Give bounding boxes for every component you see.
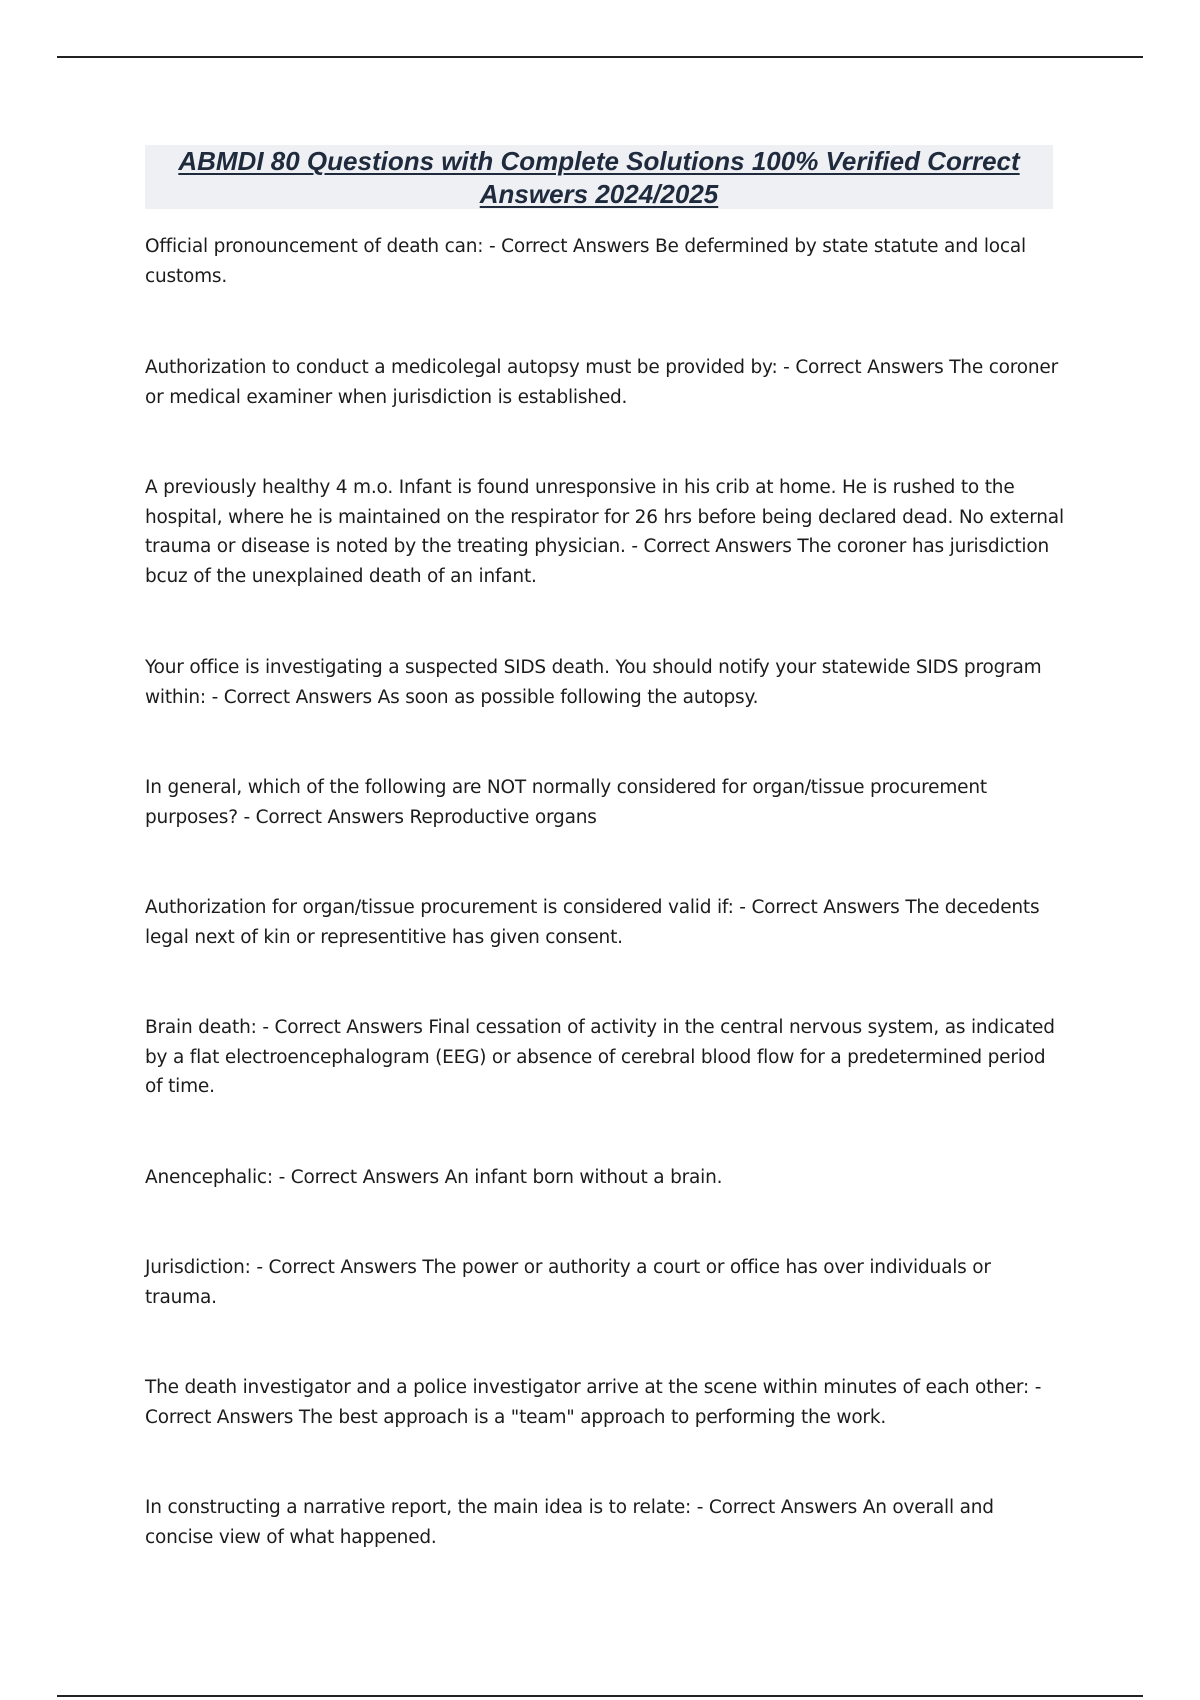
- document-title: [145, 145, 1053, 211]
- bottom-rule: [57, 1695, 1143, 1697]
- qa-item: [145, 353, 1065, 412]
- question-text: Authorization to conduct a medicolegal autopsy must be provided by:: [145, 357, 778, 378]
- qa-item: [145, 1493, 1065, 1552]
- qa-item: [145, 1253, 1065, 1312]
- question-text: Official pronouncement of death can:: [145, 236, 484, 257]
- answer-separator: - Correct Answers: [483, 236, 655, 257]
- answer-separator: - Correct Answers: [237, 806, 410, 828]
- question-text: The death investigator and a police investigator arrive at the scene within minutes of each other:: [145, 1377, 1030, 1398]
- answer-text: An infant born without a brain.: [444, 1167, 723, 1188]
- answer-text: An overall and concise view of what happened.: [145, 1497, 994, 1548]
- qa-item: [145, 653, 1065, 712]
- answer-text: The decedents legal next of kin or representitive has given consent.: [145, 897, 1040, 948]
- answer-separator: - Correct Answers: [777, 357, 950, 378]
- qa-item: [145, 232, 1065, 291]
- qa-item: [145, 1373, 1065, 1432]
- answer-text: As soon as possible following the autopsy.: [377, 686, 759, 708]
- qa-item: [145, 773, 1065, 832]
- title-banner: [145, 145, 1053, 209]
- question-text: Authorization for organ/tissue procurement is considered valid if:: [145, 897, 734, 918]
- question-text: A previously healthy 4 m.o. Infant is found unresponsive in his crib at home. He is rushed to the hospital, where he is maintained on the respirator for 26 hrs before being declared dead. No external trauma or disease is noted by the treating physician.: [145, 477, 1064, 557]
- question-text: In constructing a narrative report, the main idea is to relate:: [145, 1497, 692, 1518]
- answer-text: The coroner has jurisdiction bcuz of the unexplained death of an infant.: [145, 536, 1049, 587]
- answer-text: The best approach is a "team" approach to performing the work.: [298, 1406, 887, 1428]
- qa-item: [145, 893, 1065, 952]
- question-text: Your office is investigating a suspected SIDS death. You should notify your statewide SIDS program within:: [145, 657, 1042, 708]
- qa-item: [145, 1163, 722, 1193]
- question-text: Brain death:: [145, 1017, 257, 1038]
- answer-separator: - Correct Answers: [272, 1167, 445, 1188]
- answer-separator: - Correct Answers: [256, 1017, 429, 1038]
- answer-text: The coroner or medical examiner when jurisdiction is established.: [145, 357, 1059, 408]
- answer-text: Final cessation of activity in the central nervous system, as indicated by a flat electroencephalogram (EEG) or absence of cerebral blood flow for a predetermined period of time.: [145, 1017, 1055, 1097]
- title-line-1: ABMDI 80 Questions with Complete Solutions 100% Verified Correct: [178, 146, 1020, 176]
- question-text: Jurisdiction:: [145, 1257, 251, 1278]
- answer-separator: - Correct Answers: [733, 897, 906, 918]
- question-text: In general, which of the following are NOT normally considered for organ/tissue procurement purposes?: [145, 777, 987, 828]
- answer-text: Reproductive organs: [409, 806, 597, 828]
- top-rule: [57, 56, 1143, 58]
- answer-separator: - Correct Answers: [250, 1257, 423, 1278]
- title-line-2: Answers 2024/2025: [479, 179, 719, 209]
- question-text: Anencephalic:: [145, 1167, 273, 1188]
- answer-separator: - Correct Answers: [625, 536, 798, 557]
- qa-item: [145, 1013, 1065, 1102]
- answer-text: The power or authority a court or office has over individuals or trauma.: [145, 1257, 991, 1308]
- answer-separator: - Correct Answers: [691, 1497, 863, 1518]
- qa-item: [145, 473, 1065, 591]
- answer-separator: - Correct Answers: [205, 686, 378, 708]
- answer-separator: - Correct Answers: [145, 1377, 1042, 1428]
- answer-text: Be defermined by state statute and local customs.: [145, 236, 1026, 287]
